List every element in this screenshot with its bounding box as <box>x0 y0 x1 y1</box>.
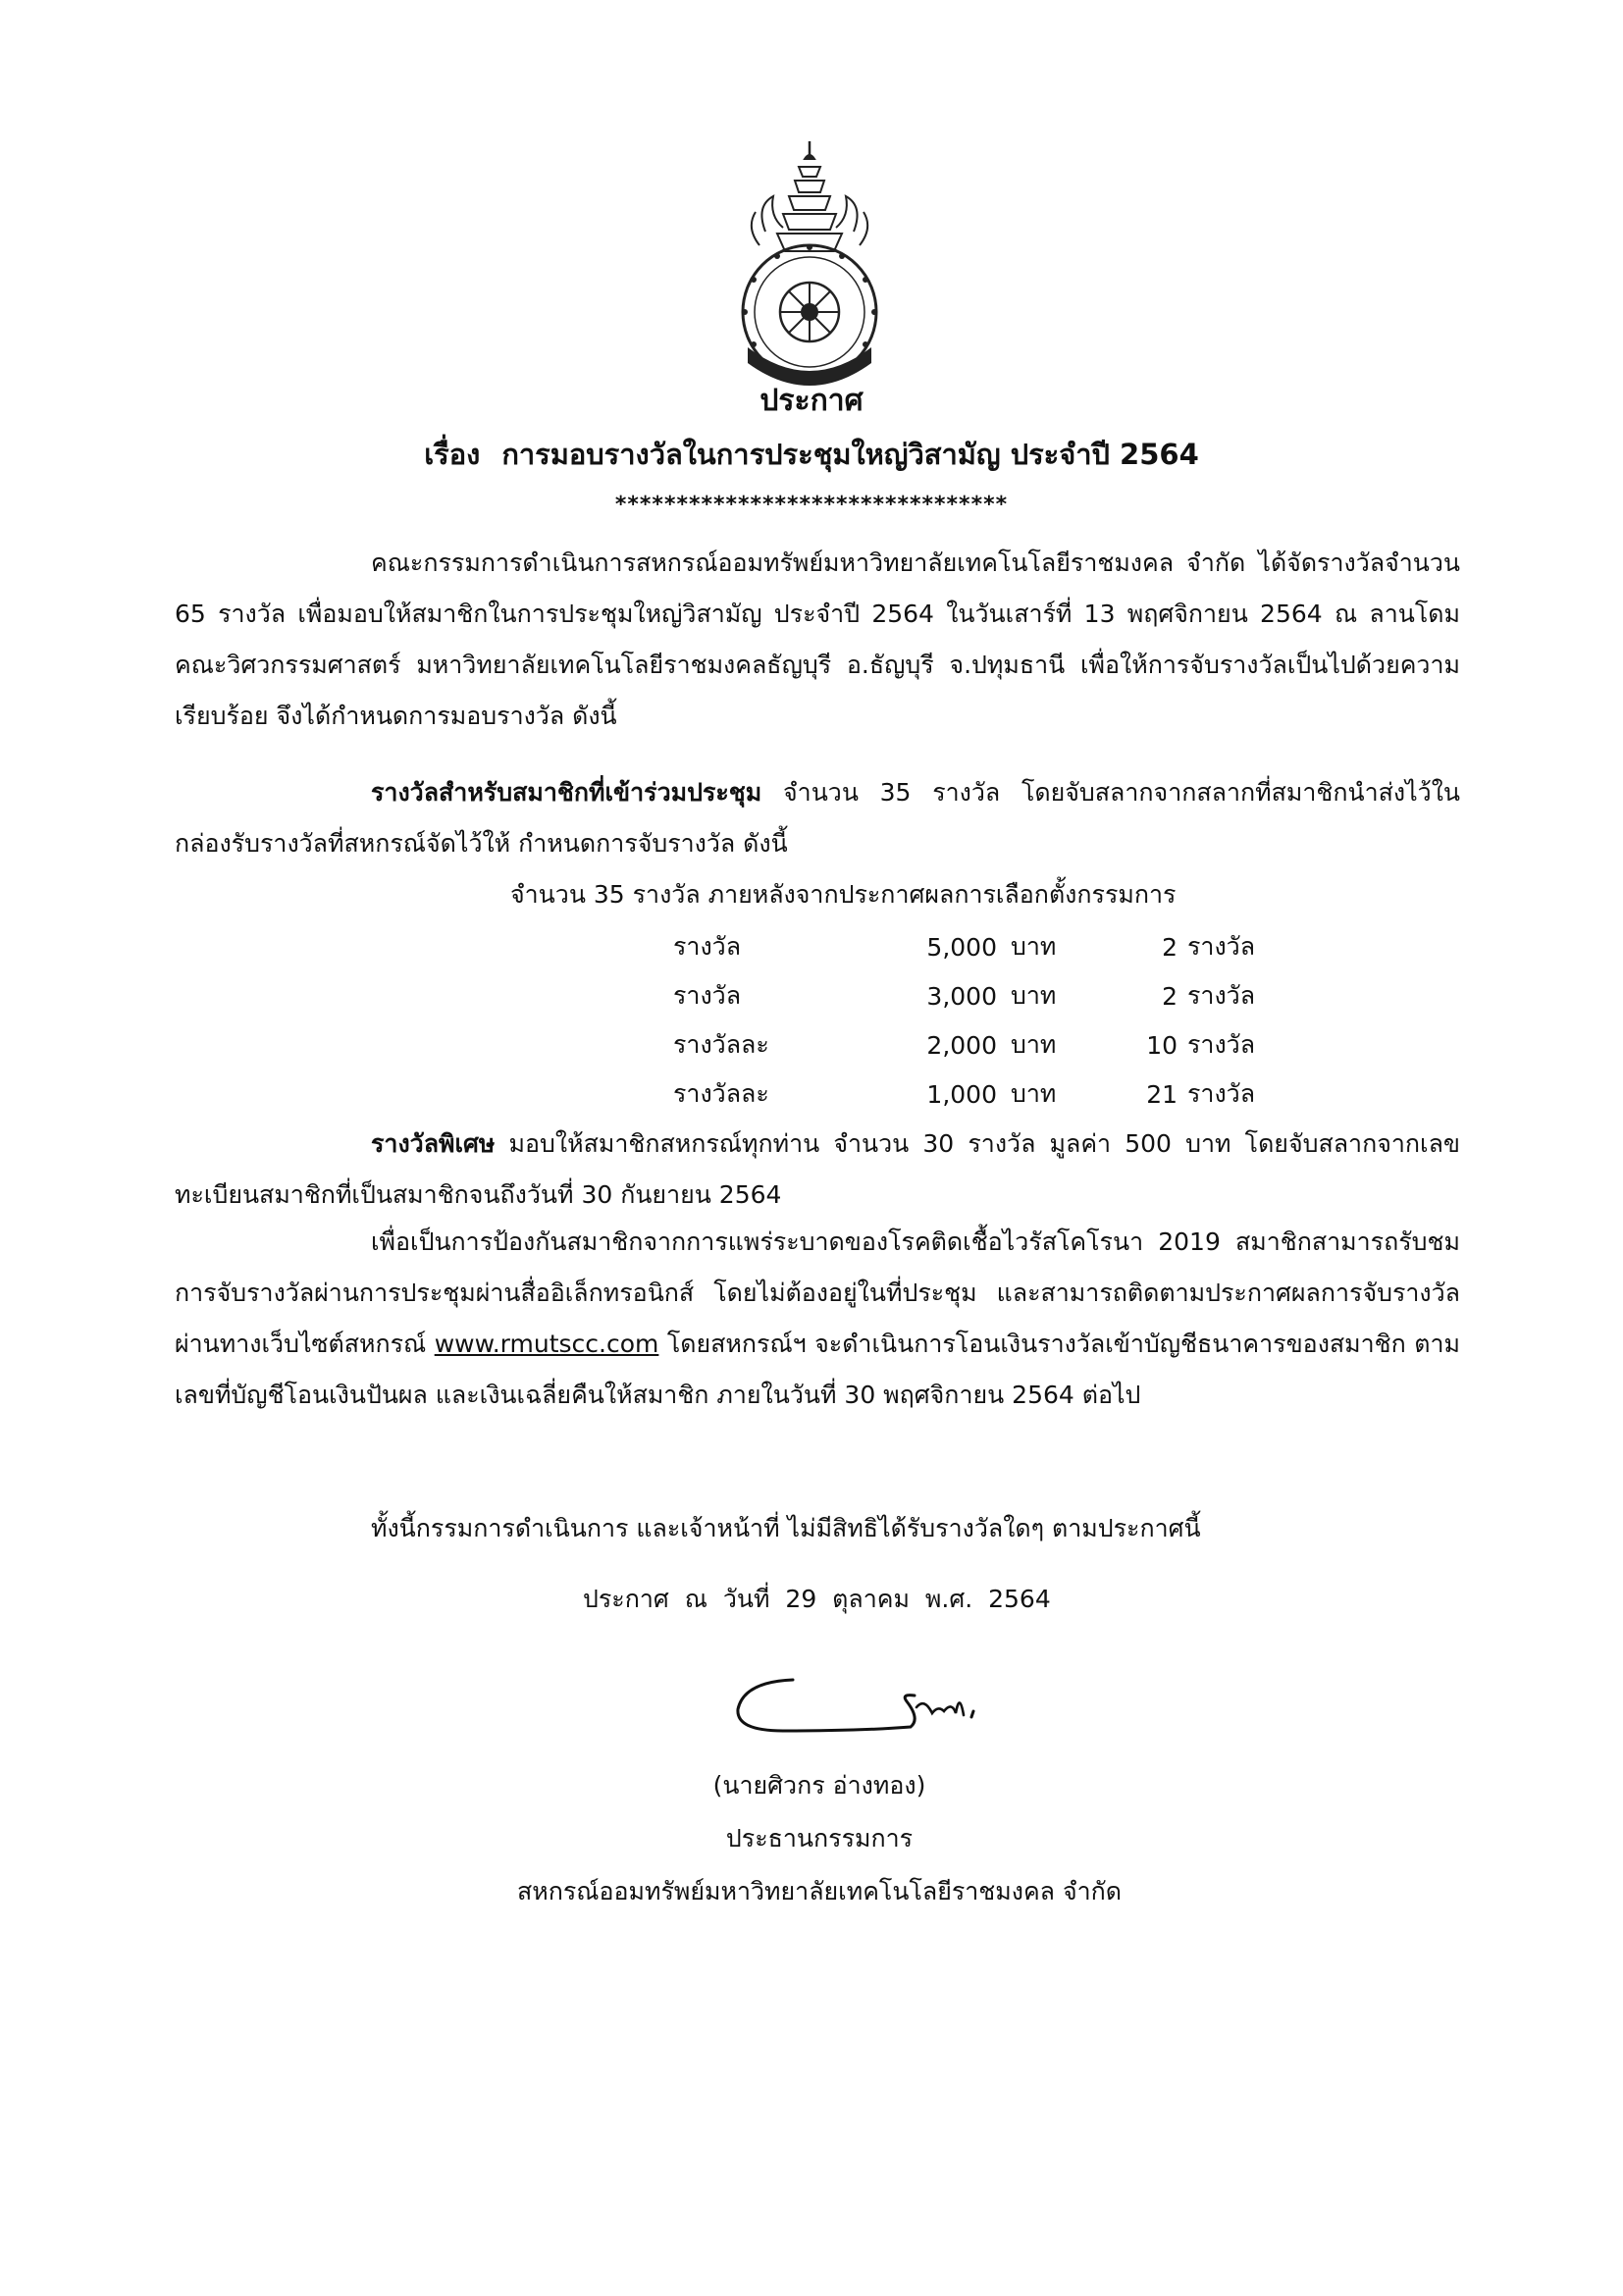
prize-intro-line: จำนวน 35 รางวัล ภายหลังจากประกาศผลการเลือกตั้งกรรมการ <box>510 880 1177 909</box>
prize-row <box>673 1020 1255 1070</box>
attendee-prize-text: จำนวน 35 รางวัล โดยจับสลากจากสลากที่สมาชิกนำส่งไว้ในกล่องรับรางวัลที่สหกรณ์จัดไว้ให้ กำหนดการจับรางวัล ดังนี้ <box>175 778 1460 858</box>
announcement-date: ประกาศ ณ วันที่ 29 ตุลาคม พ.ศ. 2564 <box>583 1585 1051 1613</box>
prize-row <box>673 1070 1255 1119</box>
prize-amount: 3,000 <box>926 981 997 1011</box>
subject-text: การมอบรางวัลในการประชุมใหญ่วิสามัญ ประจำปี 2564 <box>501 438 1199 471</box>
prize-label: รางวัลละ <box>673 1079 769 1108</box>
prize-amount: 2,000 <box>926 1030 997 1060</box>
signer-name: (นายศิวกร อ่างทอง) <box>712 1771 926 1800</box>
covid-notice-text-end: โดยสหกรณ์ฯ จะดำเนินการโอนเงินรางวัลเข้าบัญชีธนาคารของสมาชิก ตามเลขที่บัญชีโอนเงินปันผล และเงินเฉลี่ยคืนให้สมาชิก ภายในวันที่ 30 พฤศจิกายน 2564 ต่อไป <box>175 1330 1460 1409</box>
attendee-prize-paragraph <box>175 767 1460 869</box>
prize-count-unit: รางวัล <box>1187 1079 1256 1108</box>
covid-notice-text: เพื่อเป็นการป้องกันสมาชิกจากการแพร่ระบาดของโรคติดเชื้อไวรัสโคโรนา 2019 สมาชิกสามารถรับชมการจับรางวัลผ่านการประชุมผ่านสื่ออิเล็กทรอนิกส์ โดยไม่ต้องอยู่ในที่ประชุม และสามารถติดตามประกาศผลการจับรางวัลผ่านทางเว็บไซต์สหกรณ์ <box>175 1227 1460 1358</box>
prize-amount: 5,000 <box>926 932 997 962</box>
prize-count-unit: รางวัล <box>1187 1030 1256 1059</box>
special-prize-text: มอบให้สมาชิกสหกรณ์ทุกท่าน จำนวน 30 รางวัล มูลค่า 500 บาท โดยจับสลากจากเลขทะเบียนสมาชิกที่เป็นสมาชิกจนถึงวันที่ 30 กันยายน 2564 <box>175 1129 1460 1209</box>
prize-amount: 1,000 <box>926 1079 997 1109</box>
intro-paragraph: คณะกรรมการดำเนินการสหกรณ์ออมทรัพย์มหาวิทยาลัยเทคโนโลยีราชมงคล จำกัด ได้จัดรางวัลจำนวน 65 รางวัล เพื่อมอบให้สมาชิกในการประชุมใหญ่วิสามัญ ประจำปี 2564 ในวันเสาร์ที่ 13 พฤศจิกายน 2564 ณ ลานโดม คณะวิศวกรรมศาสตร์ มหาวิทยาลัยเทคโนโลยีราชมงคลธัญบุรี อ.ธัญบุรี จ.ปทุมธานี เพื่อให้การจับรางวัลเป็นไปด้วยความเรียบร้อย จึงได้กำหนดการมอบรางวัล ดังนี้ <box>175 548 1460 730</box>
prize-unit: บาท <box>1011 932 1057 961</box>
attendee-prize-heading: รางวัลสำหรับสมาชิกที่เข้าร่วมประชุม <box>371 778 762 807</box>
subject-label: เรื่อง <box>424 438 481 471</box>
prize-count-unit: รางวัล <box>1187 981 1256 1010</box>
exclusion-paragraph: ทั้งนี้กรรมการดำเนินการ และเจ้าหน้าที่ ไม่มีสิทธิได้รับรางวัลใดๆ ตามประกาศนี้ <box>371 1514 1201 1542</box>
covid-notice-paragraph <box>175 1217 1460 1421</box>
prize-table <box>673 922 1255 1119</box>
university-emblem <box>726 137 893 392</box>
signer-title: ประธานกรรมการ <box>725 1824 914 1852</box>
handwritten-signature <box>724 1658 1019 1766</box>
prize-row <box>673 922 1255 971</box>
special-prize-heading: รางวัลพิเศษ <box>371 1129 496 1158</box>
prize-label: รางวัลละ <box>673 1030 769 1059</box>
special-prize-paragraph <box>175 1119 1460 1221</box>
prize-count: 10 <box>1146 1030 1178 1060</box>
signer-organization: สหกรณ์ออมทรัพย์มหาวิทยาลัยเทคโนโลยีราชมงคล จำกัด <box>516 1877 1123 1905</box>
document-subject <box>0 432 1623 477</box>
document-title: ประกาศ <box>759 384 864 418</box>
prize-label: รางวัล <box>673 932 742 961</box>
prize-unit: บาท <box>1011 1030 1057 1059</box>
prize-row <box>673 971 1255 1020</box>
prize-count-unit: รางวัล <box>1187 932 1256 961</box>
prize-count: 2 <box>1162 932 1178 962</box>
prize-label: รางวัล <box>673 981 742 1010</box>
prize-count: 21 <box>1146 1079 1178 1109</box>
prize-count: 2 <box>1162 981 1178 1011</box>
website-link[interactable]: www.rmutscc.com <box>434 1330 659 1358</box>
prize-unit: บาท <box>1011 981 1057 1010</box>
separator-line: ******************************** <box>614 493 1009 517</box>
prize-unit: บาท <box>1011 1079 1057 1108</box>
